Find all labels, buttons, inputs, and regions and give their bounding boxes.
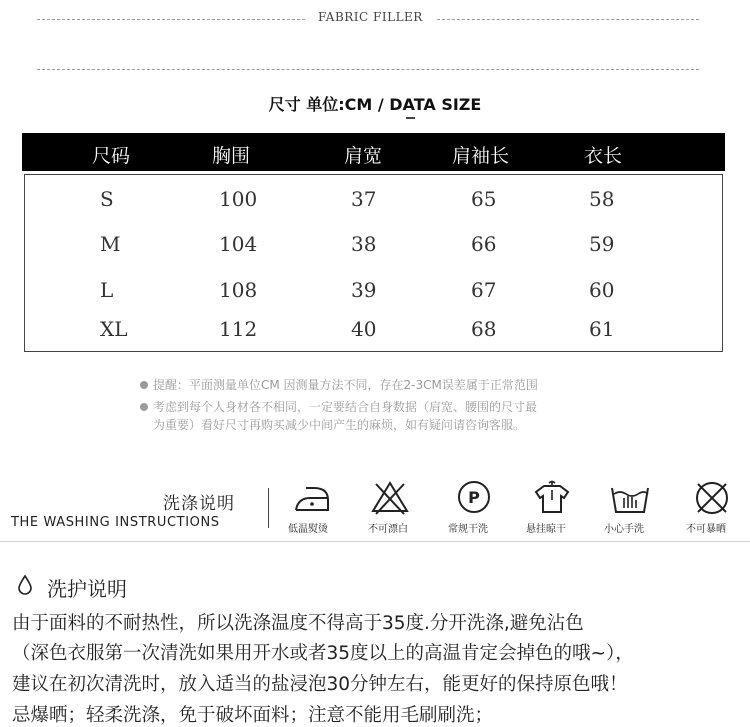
care-title: 洗护说明 [47, 577, 127, 601]
icon-label-tumble: 不可暴晒 [686, 524, 726, 535]
table-cell: 104 [219, 232, 258, 256]
washing-title-cn: 洗涤说明 [163, 494, 235, 514]
table-cell: 59 [589, 232, 615, 256]
icon-label-hang: 悬挂晾干 [526, 524, 566, 535]
table-cell: 108 [219, 278, 258, 302]
care-line-2: （深色衣服第一次清洗如果用开水或者35度以上的高温肯定会掉色的哦~）， [12, 643, 634, 664]
icon-label-dryclean: 常规干洗 [448, 524, 488, 535]
table-cell: 37 [351, 187, 377, 211]
table-cell: 39 [351, 278, 377, 302]
table-cell: L [100, 278, 114, 302]
size-table-title: 尺寸 单位:CM / DATA SIZE [268, 95, 482, 114]
care-line-1: 由于面料的不耐热性，所以洗涤温度不得高于35度.分开洗涤,避免沾色 [12, 613, 584, 634]
svg-text:P: P [468, 488, 480, 507]
column-header-length: 衣长 [584, 145, 623, 167]
size-table-header [22, 133, 725, 171]
icon-label-iron: 低温熨烫 [288, 524, 328, 535]
bullet-dot-icon [140, 381, 148, 389]
column-header-sleeve: 肩袖长 [452, 145, 510, 167]
table-cell: 112 [219, 317, 258, 341]
header-dash-left [37, 19, 305, 20]
water-drop-icon [17, 575, 33, 599]
washing-divider [268, 488, 269, 528]
column-header-shoulder: 肩宽 [344, 145, 383, 167]
header-dash-full [37, 69, 699, 70]
icon-label-bleach: 不可漂白 [368, 524, 408, 535]
table-cell: S [100, 187, 114, 211]
bullet-dot-icon [140, 403, 148, 411]
table-cell: 100 [219, 187, 258, 211]
note-line-3: 为重要）看好尺寸再购买减少中间产生的麻烦，如有疑问请咨询客服。 [153, 418, 526, 432]
table-cell: 67 [471, 278, 497, 302]
fabric-filler-label: FABRIC FILLER [318, 10, 423, 24]
table-cell: 58 [589, 187, 615, 211]
table-cell: 66 [471, 232, 497, 256]
icon-label-handwash: 小心手洗 [604, 524, 644, 535]
note-line-2: 考虑到每个人身材各不相同，一定要结合自身数据（肩宽、腰围的尺寸最 [140, 398, 537, 415]
table-cell: M [100, 232, 121, 256]
title-underline-mark [406, 117, 415, 119]
table-cell: 40 [351, 317, 377, 341]
column-header-chest: 胸围 [212, 145, 251, 167]
column-header-size: 尺码 [92, 145, 131, 167]
table-cell: 38 [351, 232, 377, 256]
size-table-body [24, 174, 723, 352]
washing-title-en: THE WASHING INSTRUCTIONS [11, 515, 220, 530]
section-divider [0, 541, 750, 542]
table-cell: 65 [471, 187, 497, 211]
table-cell: 60 [589, 278, 615, 302]
header-dash-right [437, 19, 699, 20]
table-cell: XL [100, 317, 128, 341]
note-line-1: 提醒：平面测量单位CM 因测量方法不同，存在2-3CM误差属于正常范围 [140, 376, 538, 393]
care-line-4: 忌爆晒；轻柔洗涤，免于破坏面料；注意不能用毛刷刷洗； [12, 705, 494, 726]
care-line-3: 建议在初次清洗时，放入适当的盐浸泡30分钟左右，能更好的保持原色哦！ [12, 674, 628, 695]
table-cell: 61 [589, 317, 615, 341]
table-cell: 68 [471, 317, 497, 341]
